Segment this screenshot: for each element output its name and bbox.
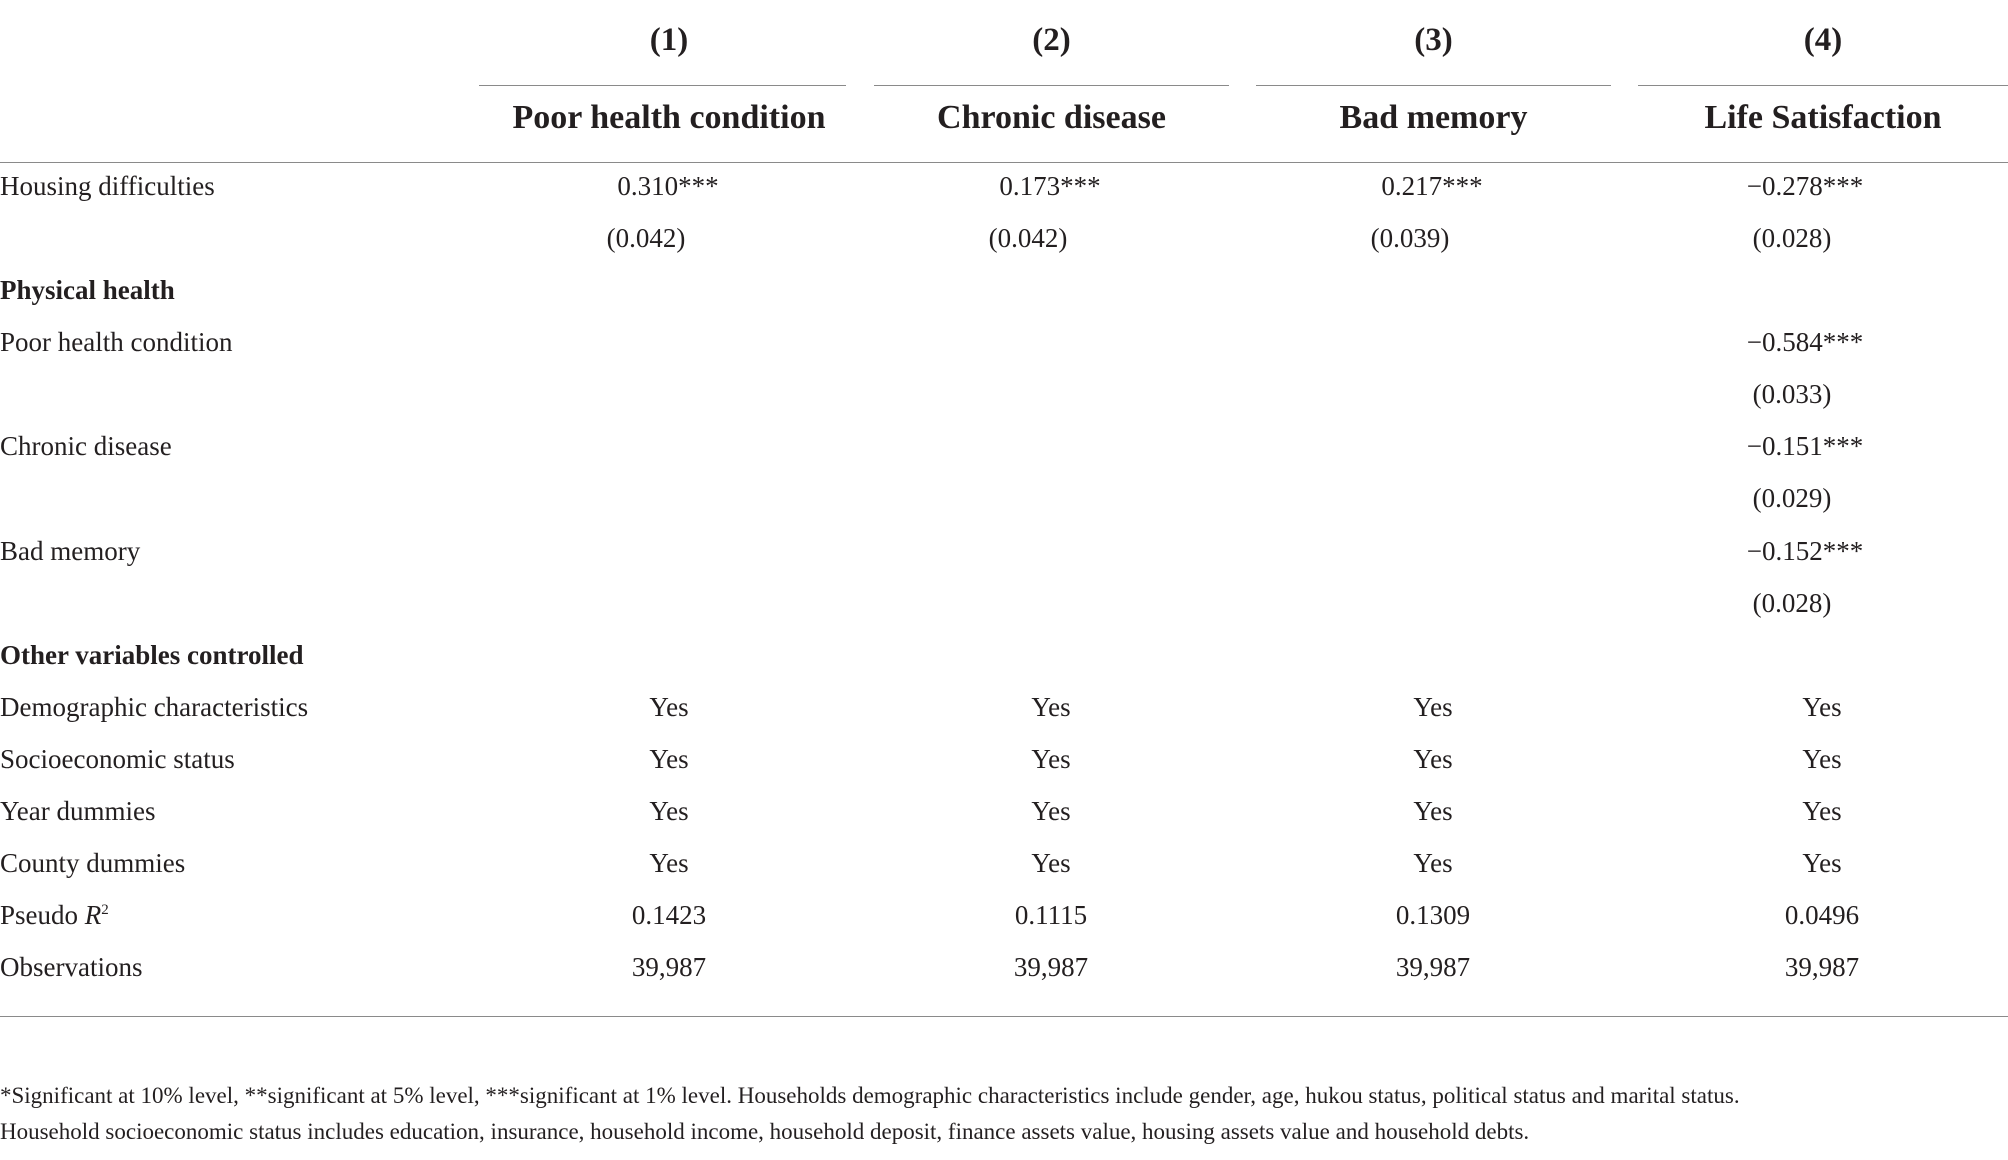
control-county-3: Yes bbox=[1413, 848, 1453, 878]
coef-chronic-4: −0.151*** bbox=[1746, 431, 1864, 461]
pseudo-r2-4: 0.0496 bbox=[1784, 900, 1860, 930]
row-label-socioeconomic: Socioeconomic status bbox=[0, 744, 235, 774]
bottom-rule bbox=[0, 1016, 2008, 1017]
row-label-housing: Housing difficulties bbox=[0, 171, 215, 201]
column-number-3: (3) bbox=[1414, 22, 1453, 58]
control-demographic-4: Yes bbox=[1802, 692, 1842, 722]
pseudo-r2-2: 0.1115 bbox=[1014, 900, 1088, 930]
row-label-pseudo-r2 bbox=[0, 900, 109, 931]
column-number-4: (4) bbox=[1803, 22, 1843, 58]
column-header-4: Life Satisfaction bbox=[1704, 99, 1942, 136]
control-demographic-2: Yes bbox=[1031, 692, 1071, 722]
control-year-1: Yes bbox=[649, 796, 689, 826]
column-header-3: Bad memory bbox=[1339, 99, 1528, 136]
se-memory-4: (0.028) bbox=[1752, 588, 1832, 618]
observations-4: 39,987 bbox=[1784, 952, 1860, 982]
row-label-county-dummies: County dummies bbox=[0, 848, 186, 878]
se-poor-health-4: (0.033) bbox=[1752, 379, 1832, 409]
column-header-1: Poor health condition bbox=[512, 99, 826, 136]
row-label-memory: Bad memory bbox=[0, 536, 141, 566]
row-label-observations: Observations bbox=[0, 952, 143, 982]
column-rule-3 bbox=[1256, 85, 1611, 86]
column-header-2: Chronic disease bbox=[937, 99, 1166, 136]
se-housing-1: (0.042) bbox=[606, 223, 686, 253]
control-county-2: Yes bbox=[1031, 848, 1071, 878]
se-housing-2: (0.042) bbox=[988, 223, 1068, 253]
column-number-2: (2) bbox=[1032, 22, 1071, 58]
column-rule-2 bbox=[874, 85, 1229, 86]
coef-housing-3: 0.217*** bbox=[1381, 171, 1483, 201]
column-rule-1 bbox=[479, 85, 846, 86]
row-label-chronic: Chronic disease bbox=[0, 431, 172, 461]
column-number-1: (1) bbox=[649, 22, 689, 58]
se-housing-4: (0.028) bbox=[1752, 223, 1832, 253]
pseudo-r2-var: R bbox=[84, 900, 102, 930]
pseudo-r2-3: 0.1309 bbox=[1395, 900, 1471, 930]
coef-poor-health-4: −0.584*** bbox=[1746, 327, 1864, 357]
control-demographic-1: Yes bbox=[649, 692, 689, 722]
se-housing-3: (0.039) bbox=[1370, 223, 1450, 253]
footnote-line-1: *Significant at 10% level, **significant at 5% level, ***significant at 1% level. Households demographic characteristics include gender, age, hukou status, political status and marital status. bbox=[0, 1083, 1740, 1108]
observations-3: 39,987 bbox=[1395, 952, 1471, 982]
coef-housing-1: 0.310*** bbox=[617, 171, 719, 201]
control-county-4: Yes bbox=[1802, 848, 1842, 878]
control-year-2: Yes bbox=[1031, 796, 1071, 826]
observations-1: 39,987 bbox=[631, 952, 707, 982]
se-chronic-4: (0.029) bbox=[1752, 483, 1832, 513]
footnote-line-2: Household socioeconomic status includes education, insurance, household income, household deposit, finance assets value, housing assets value and household debts. bbox=[0, 1119, 1530, 1144]
pseudo-r2-prefix: Pseudo bbox=[0, 900, 85, 930]
control-year-3: Yes bbox=[1413, 796, 1453, 826]
control-year-4: Yes bbox=[1802, 796, 1842, 826]
coef-housing-2: 0.173*** bbox=[999, 171, 1101, 201]
coef-housing-4: −0.278*** bbox=[1746, 171, 1864, 201]
control-county-1: Yes bbox=[649, 848, 689, 878]
row-label-year-dummies: Year dummies bbox=[0, 796, 156, 826]
control-socioeconomic-3: Yes bbox=[1413, 744, 1453, 774]
control-socioeconomic-4: Yes bbox=[1802, 744, 1842, 774]
control-demographic-3: Yes bbox=[1413, 692, 1453, 722]
control-socioeconomic-2: Yes bbox=[1031, 744, 1071, 774]
section-heading-physical-health: Physical health bbox=[0, 275, 175, 305]
pseudo-r2-1: 0.1423 bbox=[631, 900, 707, 930]
pseudo-r2-sup: 2 bbox=[101, 902, 109, 918]
section-heading-controls: Other variables controlled bbox=[0, 640, 304, 670]
column-rule-4 bbox=[1638, 85, 2008, 86]
header-rule bbox=[0, 162, 2008, 163]
control-socioeconomic-1: Yes bbox=[649, 744, 689, 774]
row-label-poor-health: Poor health condition bbox=[0, 327, 233, 357]
row-label-demographic: Demographic characteristics bbox=[0, 692, 309, 722]
observations-2: 39,987 bbox=[1013, 952, 1089, 982]
coef-memory-4: −0.152*** bbox=[1746, 536, 1864, 566]
